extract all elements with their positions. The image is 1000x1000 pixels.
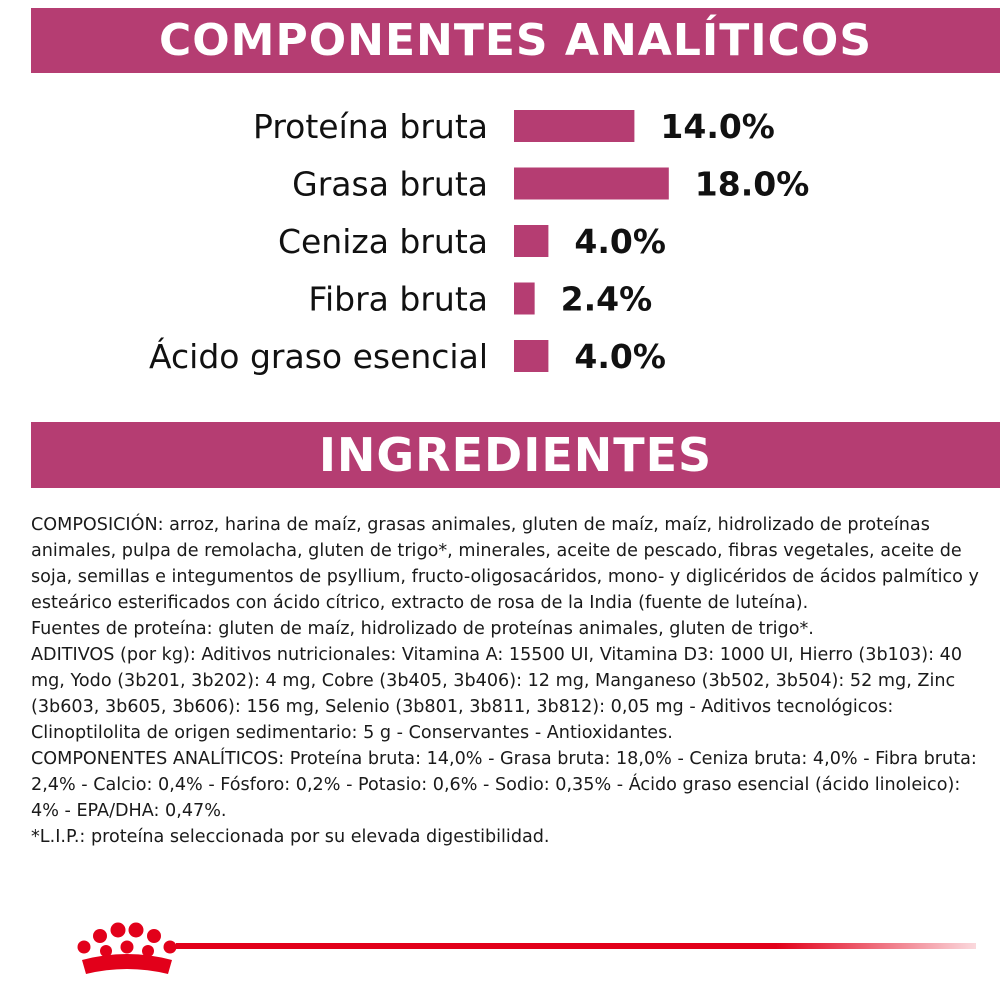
ingredients-composition: COMPOSICIÓN: arroz, harina de maíz, grasas animales, gluten de maíz, maíz, hidrolizado de proteínas animales, pulpa de remolacha, gluten de trigo*, minerales, aceite de pescado, fibras vegetales, aceite de soja, semillas e integumentos de psyllium, fructo-oligosacáridos, mono- y diglicéridos de ácidos palmítico y esteárico esterificados con ácido cítrico, extracto de rosa de la India (fuente de luteína). xyxy=(31,515,979,613)
brand-stripe xyxy=(176,943,976,949)
value-label: 14.0% xyxy=(660,107,775,146)
value-label: 4.0% xyxy=(574,222,666,261)
ingredients-analytical-components: COMPONENTES ANALÍTICOS: Proteína bruta: 14,0% - Grasa bruta: 18,0% - Ceniza bruta: 4,0% - Fibra bruta: 2,4% - Calcio: 0,4% - Fósforo: 0,2% - Potasio: 0,6% - Sodio: 0,35% - Ácido graso esencial (ácido linoleico): 4% - EPA/DHA: 0,47%. xyxy=(31,749,977,821)
value-label: 4.0% xyxy=(574,337,666,376)
ingredients-footnote: *L.I.P.: proteína seleccionada por su elevada digestibilidad. xyxy=(31,827,550,847)
crown-logo-icon xyxy=(70,918,180,980)
value-label: 18.0% xyxy=(694,164,810,204)
bar xyxy=(514,340,548,372)
bar xyxy=(514,110,634,142)
category-label: Proteína bruta xyxy=(253,107,488,146)
value-label: 2.4% xyxy=(560,279,653,319)
ingredients-additives: ADITIVOS (por kg): Aditivos nutricionales: Vitamina A: 15500 UI, Vitamina D3: 1000 UI, Hierro (3b103): 40 mg, Yodo (3b201, 3b202): 4 mg, Cobre (3b405, 3b406): 12 mg, Manganeso (3b502, 3b504): 52 mg, Zinc (3b603, 3b605, 3b606): 156 mg, Selenio (3b801, 3b811, 3b812): 0,05 mg - Aditivos tecnológicos: Clinoptilolita de origen sedimentario: 5 g - Conservantes - Antioxidantes. xyxy=(31,645,963,743)
ingredients-text xyxy=(31,512,993,850)
category-label: Grasa bruta xyxy=(292,164,488,204)
ingredients-header: INGREDIENTES xyxy=(31,422,1000,488)
category-label: Fibra bruta xyxy=(308,279,488,319)
category-label: Ácido graso esencial xyxy=(149,337,488,376)
category-label: Ceniza bruta xyxy=(277,222,488,261)
bar xyxy=(514,225,548,257)
bar xyxy=(514,168,669,200)
nutrient-bar-chart xyxy=(0,90,1000,400)
ingredients-protein-sources: Fuentes de proteína: gluten de maíz, hidrolizado de proteínas animales, gluten de trigo*. xyxy=(31,619,814,639)
bar xyxy=(514,283,535,315)
analytics-header: COMPONENTES ANALÍTICOS xyxy=(31,8,1000,73)
